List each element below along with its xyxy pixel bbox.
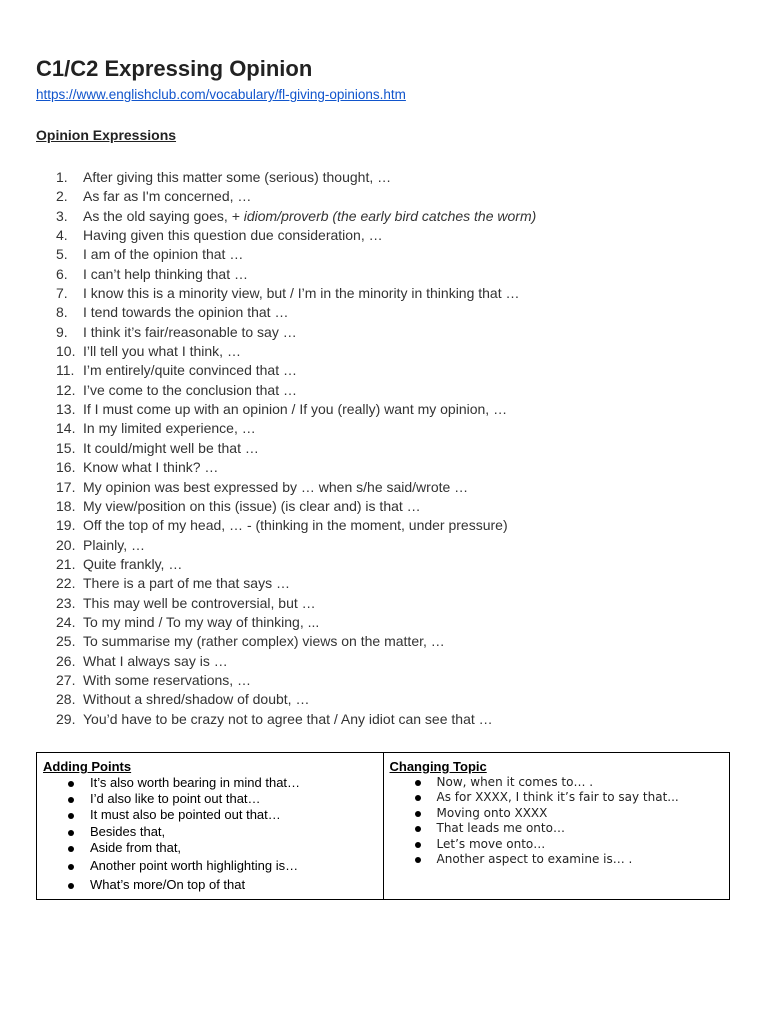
item-number: 13. [56, 401, 76, 418]
list-item [56, 400, 736, 419]
item-number: 7. [56, 285, 68, 302]
changing-topic-cell [383, 753, 730, 900]
list-item [56, 458, 736, 477]
section-heading: Opinion Expressions [36, 127, 177, 143]
item-text: This may well be controversial, but … [83, 594, 316, 611]
item-number: 8. [56, 304, 68, 321]
list-item [56, 168, 736, 187]
adding-points-cell [37, 753, 384, 900]
list-item: As for XXXX, I think it’s fair to say that... [390, 790, 724, 805]
list-item [56, 536, 736, 555]
list-item [56, 245, 736, 264]
item-number: 12. [56, 381, 76, 398]
list-item [56, 419, 736, 438]
item-text: I’ll tell you what I think, … [83, 343, 241, 360]
item-text: In my limited experience, … [83, 420, 256, 437]
list-item: Another aspect to examine is… . [390, 852, 724, 867]
item-number: 29. [56, 710, 76, 727]
item-text-italic: + idiom/proverb (the early bird catches the worm) [231, 207, 537, 224]
item-number: 4. [56, 227, 68, 244]
item-number: 14. [56, 420, 76, 437]
item-text: I tend towards the opinion that … [83, 304, 289, 321]
item-text: After giving this matter some (serious) thought, … [83, 169, 392, 185]
item-text: To my mind / To my way of thinking, ... [83, 613, 320, 630]
item-number: 3. [56, 207, 68, 224]
list-item [56, 361, 736, 380]
item-text: You’d have to be crazy not to agree that / Any idiot can see that … [83, 710, 493, 727]
list-item [56, 303, 736, 322]
list-item [56, 671, 736, 690]
page-title: C1/C2 Expressing Opinion [36, 56, 313, 81]
adding-points-heading: Adding Points [43, 759, 132, 774]
list-item: It must also be pointed out that… [43, 807, 377, 823]
item-number: 28. [56, 691, 76, 708]
list-item: Moving onto XXXX [390, 806, 724, 821]
item-number: 5. [56, 246, 68, 263]
list-item [56, 690, 736, 709]
list-item [56, 265, 736, 284]
changing-topic-heading: Changing Topic [389, 759, 487, 774]
item-number: 25. [56, 633, 76, 650]
item-text: Plainly, … [83, 536, 145, 553]
list-item [56, 613, 736, 632]
list-item: Another point worth highlighting is… [43, 858, 377, 874]
item-number: 2. [56, 188, 68, 205]
item-number: 15. [56, 439, 76, 456]
list-item [56, 439, 736, 458]
list-item [56, 710, 736, 729]
item-number: 23. [56, 594, 76, 611]
item-text: I can’t help thinking that … [83, 265, 248, 282]
item-number: 17. [56, 478, 76, 495]
list-item [56, 574, 736, 593]
item-text: With some reservations, … [83, 671, 252, 688]
list-item [56, 516, 736, 535]
list-item [56, 323, 736, 342]
list-item [56, 226, 736, 245]
item-number: 10. [56, 343, 76, 360]
item-text: I am of the opinion that … [83, 246, 244, 263]
item-text: As the old saying goes, [83, 207, 232, 224]
item-text: Know what I think? … [83, 459, 219, 476]
list-item [56, 632, 736, 651]
item-text: My view/position on this (issue) (is clear and) is that … [83, 497, 421, 514]
list-item [56, 187, 736, 206]
item-number: 19. [56, 517, 76, 534]
item-text: I think it’s fair/reasonable to say … [83, 323, 297, 340]
item-text: Having given this question due consideration, … [83, 227, 383, 244]
list-item: Besides that, [43, 824, 377, 840]
changing-topic-list [390, 775, 724, 867]
item-number: 1. [56, 169, 68, 185]
item-text: It could/might well be that … [83, 439, 259, 456]
item-text: To summarise my (rather complex) views on the matter, … [83, 633, 445, 650]
item-text: As far as I'm concerned, … [83, 188, 252, 205]
list-item: Now, when it comes to… . [390, 775, 724, 790]
list-item: It’s also worth bearing in mind that… [43, 775, 377, 791]
item-text: What I always say is … [83, 652, 228, 669]
list-item: That leads me onto… [390, 821, 724, 836]
list-item: Aside from that, [43, 840, 377, 856]
list-item [56, 381, 736, 400]
item-number: 9. [56, 323, 68, 340]
phrases-table [36, 752, 730, 900]
item-text: Off the top of my head, … - (thinking in the moment, under pressure) [83, 517, 508, 534]
list-item: I’d also like to point out that… [43, 791, 377, 807]
item-text: I know this is a minority view, but / I’m in the minority in thinking that … [83, 285, 520, 302]
item-number: 24. [56, 613, 76, 630]
item-text: Without a shred/shadow of doubt, … [83, 691, 310, 708]
list-item [56, 478, 736, 497]
list-item: Let’s move onto… [390, 837, 724, 852]
item-number: 6. [56, 265, 68, 282]
item-text: Quite frankly, … [83, 555, 183, 572]
list-item [56, 207, 736, 226]
item-number: 16. [56, 459, 76, 476]
list-item [56, 342, 736, 361]
list-item [56, 497, 736, 516]
adding-points-list [43, 775, 377, 893]
item-number: 26. [56, 652, 76, 669]
item-text: There is a part of me that says … [83, 575, 290, 592]
list-item: What’s more/On top of that [43, 877, 377, 893]
opinion-expressions-list [56, 168, 736, 729]
item-number: 20. [56, 536, 76, 553]
item-text: My opinion was best expressed by … when s/he said/wrote … [83, 478, 469, 495]
item-number: 27. [56, 671, 76, 688]
item-text: I’ve come to the conclusion that … [83, 381, 297, 398]
list-item [56, 652, 736, 671]
item-number: 18. [56, 497, 76, 514]
list-item [56, 594, 736, 613]
list-item [56, 555, 736, 574]
item-text: If I must come up with an opinion / If you (really) want my opinion, … [83, 401, 508, 418]
item-number: 21. [56, 555, 76, 572]
item-text: I’m entirely/quite convinced that … [83, 362, 297, 379]
item-number: 22. [56, 575, 76, 592]
list-item [56, 284, 736, 303]
item-number: 11. [56, 362, 75, 379]
source-link[interactable]: https://www.englishclub.com/vocabulary/fl-giving-opinions.htm [36, 87, 406, 102]
